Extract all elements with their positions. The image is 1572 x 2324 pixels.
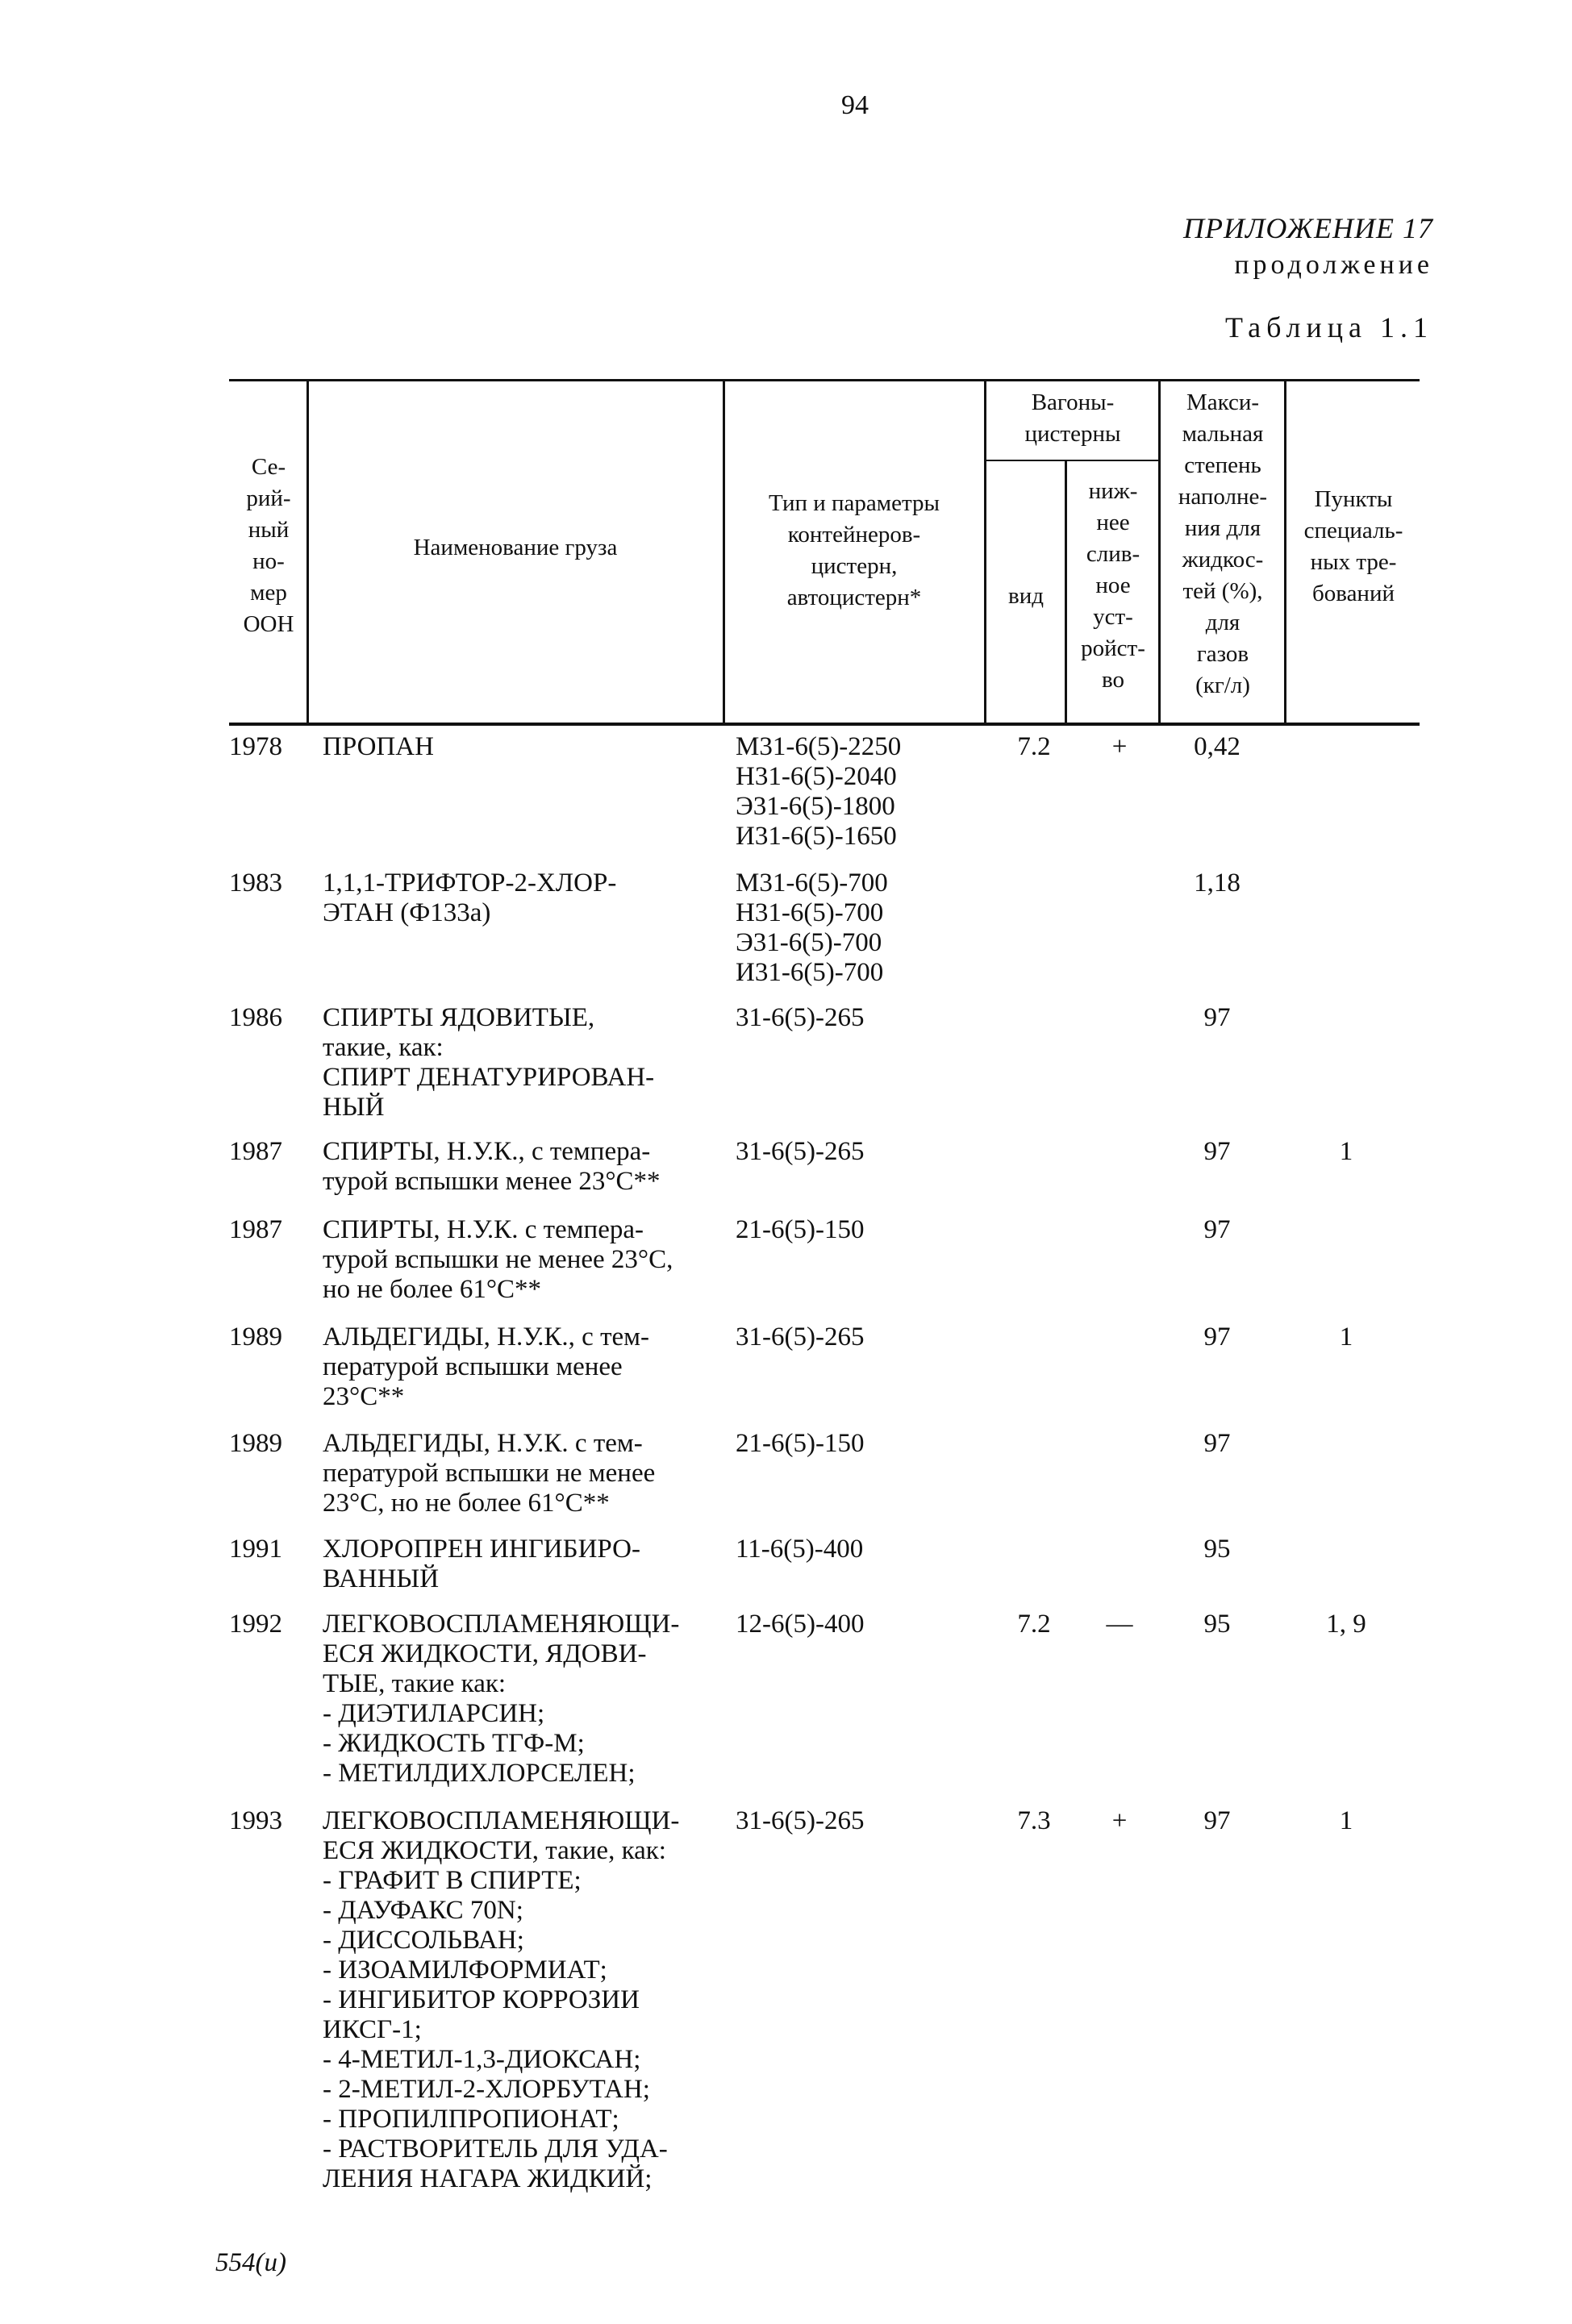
- row-fill: 97: [1203, 1003, 1231, 1032]
- header-drain: ниж- нее слив- ное уст- ройст- во: [1081, 478, 1145, 693]
- row-name: ХЛОРОПРЕН ИНГИБИРО- ВАННЫЙ: [323, 1535, 640, 1593]
- row-type: 31-6(5)-265: [736, 1137, 865, 1166]
- row-vid: 7.3: [1017, 1806, 1051, 1835]
- col-divider-2: [723, 379, 725, 724]
- header-type: Тип и параметры контейнеров- цистерн, автоцистерн*: [768, 490, 940, 610]
- wagons-divider: [984, 460, 1160, 461]
- row-points: 1: [1339, 1137, 1353, 1166]
- row-serial: 1992: [229, 1610, 282, 1639]
- row-fill: 0,42: [1194, 732, 1241, 761]
- row-vid: 7.2: [1017, 1610, 1051, 1639]
- row-name: ЛЕГКОВОСПЛАМЕНЯЮЩИ- ЕСЯ ЖИДКОСТИ, ЯДОВИ- ТЫЕ, такие как: - ДИЭТИЛАРСИН; - ЖИДКОСТЬ ТГФ-М; - МЕТИЛДИХЛОРСЕЛЕН;: [323, 1610, 680, 1788]
- col-divider-4: [1065, 460, 1067, 724]
- header-points: Пункты специаль- ных тре- бований: [1303, 486, 1403, 606]
- row-serial: 1989: [229, 1322, 282, 1352]
- header-fill: Макси- мальная степень наполне- ния для жидкос- тей (%), для газов (кг/л): [1178, 389, 1268, 698]
- row-fill: 95: [1203, 1535, 1231, 1564]
- row-name: СПИРТЫ, Н.У.К., с темпера- турой вспышки менее 23°С**: [323, 1137, 661, 1196]
- row-name: ЛЕГКОВОСПЛАМЕНЯЮЩИ- ЕСЯ ЖИДКОСТИ, такие, как: - ГРАФИТ В СПИРТЕ; - ДАУФАКС 70N; - ДИССОЛЬВАН; - ИЗОАМИЛФОРМИАТ; - ИНГИБИТОР КОРРОЗИИ ИКСГ-1; - 4-МЕТИЛ-1,3-ДИОКСАН; - 2-МЕТИЛ-2-ХЛОРБУТАН; - ПРОПИЛПРОПИОНАТ; - РАСТВОРИТЕЛЬ ДЛЯ УДА- ЛЕНИЯ НАГАРА ЖИДКИЙ;: [323, 1806, 680, 2193]
- row-fill: 95: [1203, 1610, 1231, 1639]
- row-serial: 1991: [229, 1535, 282, 1564]
- row-type: 11-6(5)-400: [736, 1535, 864, 1564]
- row-fill: 97: [1203, 1806, 1231, 1835]
- row-type: 21-6(5)-150: [736, 1215, 865, 1244]
- row-fill: 97: [1203, 1215, 1231, 1244]
- table-label: Таблица 1.1: [1225, 311, 1433, 344]
- row-serial: 1978: [229, 732, 282, 761]
- row-drain: —: [1106, 1610, 1133, 1639]
- header-bottom-rule: [229, 723, 1420, 726]
- row-name: СПИРТЫ ЯДОВИТЫЕ, такие, как: СПИРТ ДЕНАТУРИРОВАН- НЫЙ: [323, 1003, 655, 1122]
- row-vid: 7.2: [1017, 732, 1051, 761]
- header-name: Наименование груза: [413, 535, 618, 560]
- row-serial: 1987: [229, 1137, 282, 1166]
- row-fill: 97: [1203, 1137, 1231, 1166]
- col-divider-3: [984, 379, 986, 724]
- row-points: 1: [1339, 1806, 1353, 1835]
- header-serial: Се- рий- ный но- мер ООН: [243, 454, 294, 637]
- page-number: 94: [841, 90, 869, 120]
- header-vid: вид: [1008, 583, 1044, 609]
- row-name: ПРОПАН: [323, 732, 434, 761]
- row-serial: 1983: [229, 868, 282, 898]
- row-name: АЛЬДЕГИДЫ, Н.У.К., с тем- пературой вспышки менее 23°С**: [323, 1322, 650, 1411]
- row-drain: +: [1111, 732, 1128, 761]
- row-name: 1,1,1-ТРИФТОР-2-ХЛОР- ЭТАН (Ф133а): [323, 868, 617, 927]
- row-name: СПИРТЫ, Н.У.К. с темпера- турой вспышки не менее 23°С, но не более 61°С**: [323, 1215, 673, 1304]
- row-type: 21-6(5)-150: [736, 1429, 865, 1458]
- col-divider-1: [306, 379, 309, 724]
- footer-code: 554(и): [215, 2248, 286, 2277]
- row-type: 31-6(5)-265: [736, 1003, 865, 1032]
- appendix-title: ПРИЛОЖЕНИЕ 17: [1183, 212, 1433, 244]
- col-divider-6: [1284, 379, 1286, 724]
- row-drain: +: [1111, 1806, 1128, 1835]
- row-points: 1, 9: [1326, 1610, 1366, 1639]
- row-type: 12-6(5)-400: [736, 1610, 865, 1639]
- row-fill: 97: [1203, 1429, 1231, 1458]
- row-fill: 1,18: [1194, 868, 1241, 898]
- row-serial: 1989: [229, 1429, 282, 1458]
- row-fill: 97: [1203, 1322, 1231, 1352]
- row-name: АЛЬДЕГИДЫ, Н.У.К. с тем- пературой вспышки не менее 23°С, но не более 61°С**: [323, 1429, 656, 1518]
- table-top-rule: [229, 379, 1420, 381]
- row-serial: 1987: [229, 1215, 282, 1244]
- row-serial: 1986: [229, 1003, 282, 1032]
- continuation-label: продолжение: [1234, 250, 1433, 280]
- header-wagons: Вагоны- цистерны: [1024, 389, 1121, 447]
- row-serial: 1993: [229, 1806, 282, 1835]
- row-type: М31-6(5)-2250 Н31-6(5)-2040 Э31-6(5)-1800 И31-6(5)-1650: [736, 732, 902, 851]
- row-points: 1: [1339, 1322, 1353, 1352]
- row-type: 31-6(5)-265: [736, 1806, 865, 1835]
- row-type: 31-6(5)-265: [736, 1322, 865, 1352]
- col-divider-5: [1158, 379, 1161, 724]
- row-type: М31-6(5)-700 Н31-6(5)-700 Э31-6(5)-700 И31-6(5)-700: [736, 868, 888, 987]
